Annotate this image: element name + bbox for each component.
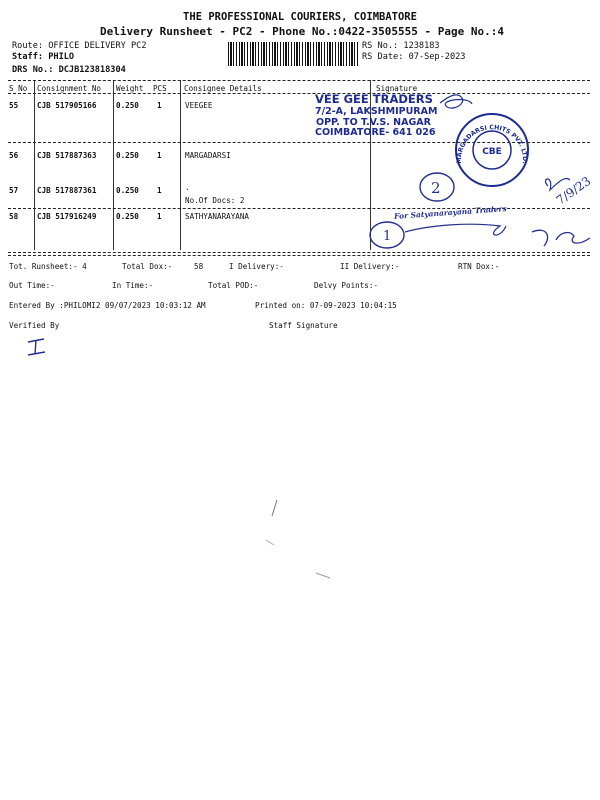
drs-number: DRS No.: DCJB123818304: [12, 65, 126, 75]
table-row-consignee: MARGADARSI: [185, 151, 231, 160]
table-row-weight: 0.250: [116, 101, 139, 110]
delivery-points: Delvy Points:-: [314, 281, 379, 290]
rtn-dox: RTN Dox:-: [458, 262, 500, 271]
route-label: Route: OFFICE DELIVERY PC2: [12, 41, 147, 51]
stamp-line: 7/2-A, LAKSHMIPURAM: [315, 106, 438, 117]
table-row-weight: 0.250: [116, 212, 139, 221]
table-row-sno: 55: [9, 101, 19, 110]
table-row-consignment: CJB 517916249: [37, 212, 97, 221]
entered-by: Entered By :PHILOMI2 09/07/2023 10:03:12 AM: [9, 301, 206, 310]
col-header-sno: S No: [9, 84, 28, 93]
table-row-pcs: 1: [157, 186, 162, 195]
staff-signature-label: Staff Signature: [269, 321, 338, 330]
company-title: THE PROFESSIONAL COURIERS, COIMBATORE: [183, 11, 417, 23]
table-row-sno: 56: [9, 151, 19, 160]
table-row-weight: 0.250: [116, 151, 139, 160]
table-row-consignee: VEEGEE: [185, 101, 213, 110]
col-header-consignment: Consignment No: [37, 84, 102, 93]
table-row-pcs: 1: [157, 101, 162, 110]
total-runsheet: Tot. Runsheet:- 4: [9, 262, 87, 271]
total-dox-label: Total Dox:-: [122, 262, 173, 271]
table-row-sno: 57: [9, 186, 19, 195]
stamp-line: COIMBATORE- 641 026: [315, 127, 436, 138]
scan-mark: [316, 573, 330, 578]
verified-by-label: Verified By: [9, 321, 60, 330]
scan-mark: [272, 500, 277, 516]
table-row-consignment: CJB 517887361: [37, 186, 97, 195]
signature-scribble: [532, 230, 590, 246]
col-header-consignee: Consignee Details: [184, 84, 262, 93]
total-pod: Total POD:-: [208, 281, 259, 290]
in-time: In Time:-: [112, 281, 154, 290]
col-header-weight: Weight: [116, 84, 144, 93]
total-dox-value: 58: [194, 262, 204, 271]
table-row-consignment: CJB 517905166: [37, 101, 97, 110]
table-row-weight: 0.250: [116, 186, 139, 195]
i-delivery: I Delivery:-: [229, 262, 284, 271]
scan-mark: [266, 540, 274, 545]
seal-ring-text: MARGADARSI CHITS PVT. LTD.: [455, 124, 529, 165]
ii-delivery: II Delivery:-: [340, 262, 400, 271]
col-header-signature: Signature: [376, 84, 418, 93]
table-row-consignee: .: [185, 183, 190, 192]
staff-label: Staff: PHILO: [12, 52, 75, 62]
table-row-pcs: 1: [157, 212, 162, 221]
signature-scribble: [405, 224, 506, 235]
rs-date: RS Date: 07-Sep-2023: [362, 52, 466, 62]
signature-date: 7/9/23: [553, 173, 594, 208]
table-row-consignee: SATHYANARAYANA: [185, 212, 250, 221]
circled-number: 1: [383, 229, 392, 244]
out-time: Out Time:-: [9, 281, 55, 290]
signature-scribble: [440, 95, 472, 108]
col-header-pcs: PCS: [153, 84, 167, 93]
stamp-line: VEE GEE TRADERS: [315, 92, 433, 106]
printed-on: Printed on: 07-09-2023 10:04:15: [255, 301, 397, 310]
table-row-doc-count: No.Of Docs: 2: [185, 196, 245, 205]
runsheet-title: Delivery Runsheet - PC2 - Phone No.:0422-3505555 - Page No.:4: [100, 25, 504, 38]
table-row-sno: 58: [9, 212, 19, 221]
seal-center-text: CBE: [482, 147, 502, 157]
round-seal-icon: [456, 114, 528, 186]
stamp-line: OPP. TO T.V.S. NAGAR: [316, 117, 431, 128]
rs-number: RS No.: 1238183: [362, 41, 440, 51]
table-row-consignment: CJB 517887363: [37, 151, 97, 160]
verified-initial-mark: [28, 339, 45, 355]
table-row-pcs: 1: [157, 151, 162, 160]
traders-stamp: For Satyanarayana Traders: [393, 204, 507, 221]
circled-number: 2: [431, 179, 441, 197]
